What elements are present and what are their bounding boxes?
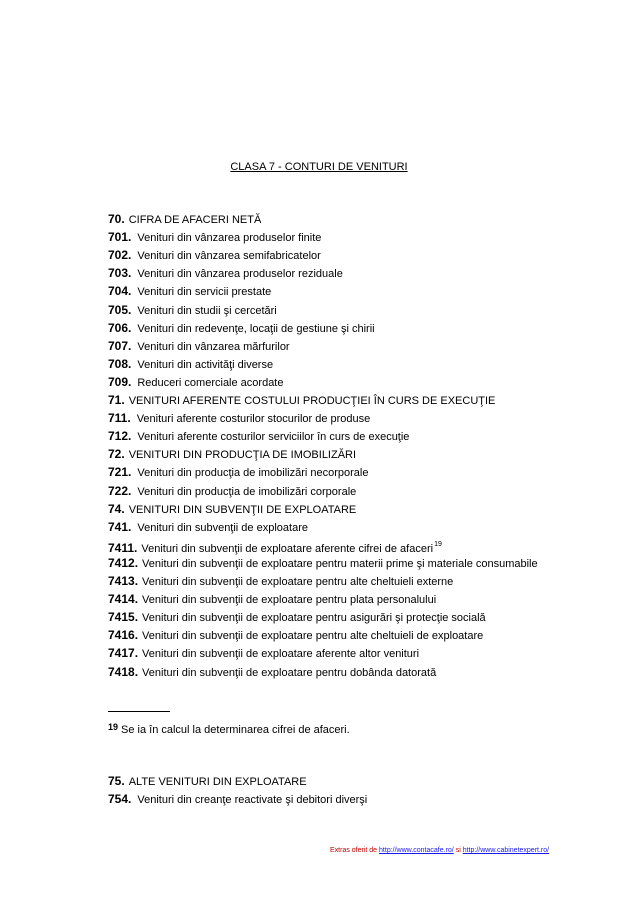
account-code: 71. bbox=[108, 393, 125, 407]
account-row bbox=[108, 284, 271, 299]
account-row bbox=[108, 303, 277, 318]
account-code: 7415. bbox=[108, 610, 139, 625]
footnote-text: Se ia în calcul la determinarea cifrei de afaceri. bbox=[121, 724, 350, 736]
account-code: 706. bbox=[108, 320, 132, 335]
account-row bbox=[108, 665, 436, 680]
account-row bbox=[108, 447, 356, 462]
account-label: Venituri din servicii prestate bbox=[137, 286, 272, 299]
account-label: Venituri din producţia de imobilizări corporale bbox=[137, 485, 357, 498]
account-label: Venituri din producţia de imobilizări necorporale bbox=[137, 467, 369, 480]
account-row bbox=[108, 792, 367, 807]
footnote-number: 19 bbox=[108, 722, 119, 732]
account-label: Venituri din subvenţii de exploatare pentru dobânda datorată bbox=[142, 666, 437, 679]
account-label: Venituri din subvenţii de exploatare pentru alte cheltuieli de exploatare bbox=[142, 630, 484, 643]
footnote bbox=[108, 720, 350, 737]
account-row bbox=[108, 393, 495, 408]
account-label: Venituri din vânzarea produselor reziduale bbox=[137, 268, 343, 281]
account-row bbox=[108, 774, 307, 789]
account-row bbox=[108, 610, 486, 625]
account-label: Venituri din subvenţii de exploatare pentru asigurări şi protecţie socială bbox=[142, 612, 486, 625]
footer-link-cabinetexpert[interactable]: http://www.cabinetexpert.ro/ bbox=[462, 847, 550, 854]
account-label: Venituri din subvenţii de exploatare pentru plata personalului bbox=[142, 594, 437, 607]
account-row bbox=[108, 556, 538, 571]
account-row bbox=[108, 465, 369, 480]
account-code: 72. bbox=[108, 447, 125, 462]
account-code: 708. bbox=[108, 356, 132, 371]
account-code: 704. bbox=[108, 284, 132, 299]
account-label: VENITURI DIN PRODUCŢIA DE IMOBILIZĂRI bbox=[128, 449, 357, 462]
account-code: 741. bbox=[108, 519, 132, 534]
account-code: 7413. bbox=[108, 574, 139, 588]
account-code: 70. bbox=[108, 212, 125, 226]
account-row bbox=[108, 230, 321, 245]
footer-middle: si bbox=[455, 847, 461, 854]
account-row bbox=[108, 538, 442, 556]
account-row bbox=[108, 248, 321, 263]
account-row bbox=[108, 646, 419, 661]
account-row bbox=[108, 520, 308, 535]
account-code: 701. bbox=[108, 230, 132, 245]
account-code: 754. bbox=[108, 792, 132, 807]
account-label: Venituri din creanţe reactivate şi debitori diverşi bbox=[137, 794, 368, 807]
account-code: 722. bbox=[108, 483, 132, 498]
account-row bbox=[108, 574, 453, 589]
account-code: 7417. bbox=[108, 646, 139, 661]
account-row bbox=[108, 411, 370, 426]
account-code: 703. bbox=[108, 266, 132, 281]
account-row bbox=[108, 592, 436, 607]
account-label: Venituri din redevenţe, locaţii de gestiune şi chirii bbox=[137, 322, 375, 335]
account-row bbox=[108, 357, 273, 372]
account-label: VENITURI AFERENTE COSTULUI PRODUCŢIEI ÎN CURS DE EXECUŢIE bbox=[128, 395, 496, 407]
account-code: 7418. bbox=[108, 664, 139, 679]
account-row bbox=[108, 212, 261, 227]
account-code: 7416. bbox=[108, 628, 139, 643]
account-row bbox=[108, 429, 409, 444]
account-row bbox=[108, 484, 356, 499]
account-row bbox=[108, 339, 290, 354]
footnote-reference: 19 bbox=[434, 540, 442, 548]
account-code: 7412. bbox=[108, 555, 139, 570]
account-code: 7414. bbox=[108, 592, 139, 607]
account-code: 702. bbox=[108, 248, 132, 263]
account-code: 7411. bbox=[108, 540, 138, 555]
account-code: 709. bbox=[108, 374, 132, 389]
account-label: Venituri din subvenţii de exploatare aferente cifrei de afaceri bbox=[141, 542, 434, 555]
account-label: CIFRA DE AFACERI NETĂ bbox=[128, 214, 262, 226]
account-label: Venituri din subvenţii de exploatare aferente altor venituri bbox=[142, 648, 420, 661]
account-label: Venituri din subvenţii de exploatare pentru materii prime şi materiale consumabile bbox=[142, 557, 538, 570]
account-row bbox=[108, 266, 343, 281]
account-row bbox=[108, 321, 375, 336]
account-label: ALTE VENITURI DIN EXPLOATARE bbox=[128, 776, 307, 788]
account-label: Venituri din subvenţii de exploatare pentru alte cheltuieli externe bbox=[142, 576, 454, 588]
footnote-divider bbox=[108, 711, 170, 712]
account-label: Venituri din subvenţii de exploatare bbox=[137, 521, 308, 534]
account-row bbox=[108, 502, 356, 517]
account-label: VENITURI DIN SUBVENŢII DE EXPLOATARE bbox=[128, 503, 357, 516]
footer-link-contacafe[interactable]: http://www.contacafe.ro/ bbox=[379, 847, 454, 854]
footer-prefix: Extras oferit de bbox=[330, 847, 378, 854]
account-label: Venituri din studii şi cercetări bbox=[137, 304, 277, 317]
page-title: CLASA 7 - CONTURI DE VENITURI bbox=[230, 161, 408, 173]
account-code: 74. bbox=[108, 501, 125, 516]
account-label: Venituri din activităţi diverse bbox=[137, 358, 274, 371]
account-label: Venituri aferente costurilor stocurilor de produse bbox=[136, 413, 371, 426]
account-code: 707. bbox=[108, 338, 132, 353]
account-code: 712. bbox=[108, 429, 132, 444]
account-code: 705. bbox=[108, 302, 132, 317]
footer-credit bbox=[330, 847, 549, 854]
account-code: 75. bbox=[108, 774, 125, 788]
account-row bbox=[108, 375, 284, 390]
account-label: Venituri aferente costurilor serviciilor în curs de execuţie bbox=[137, 431, 410, 444]
account-code: 721. bbox=[108, 465, 132, 480]
account-label: Venituri din vânzarea mărfurilor bbox=[137, 340, 290, 353]
account-label: Venituri din vânzarea semifabricatelor bbox=[137, 250, 321, 263]
account-code: 711. bbox=[108, 411, 131, 426]
account-label: Venituri din vânzarea produselor finite bbox=[137, 232, 322, 245]
account-label: Reduceri comerciale acordate bbox=[137, 376, 284, 389]
account-row bbox=[108, 628, 483, 643]
